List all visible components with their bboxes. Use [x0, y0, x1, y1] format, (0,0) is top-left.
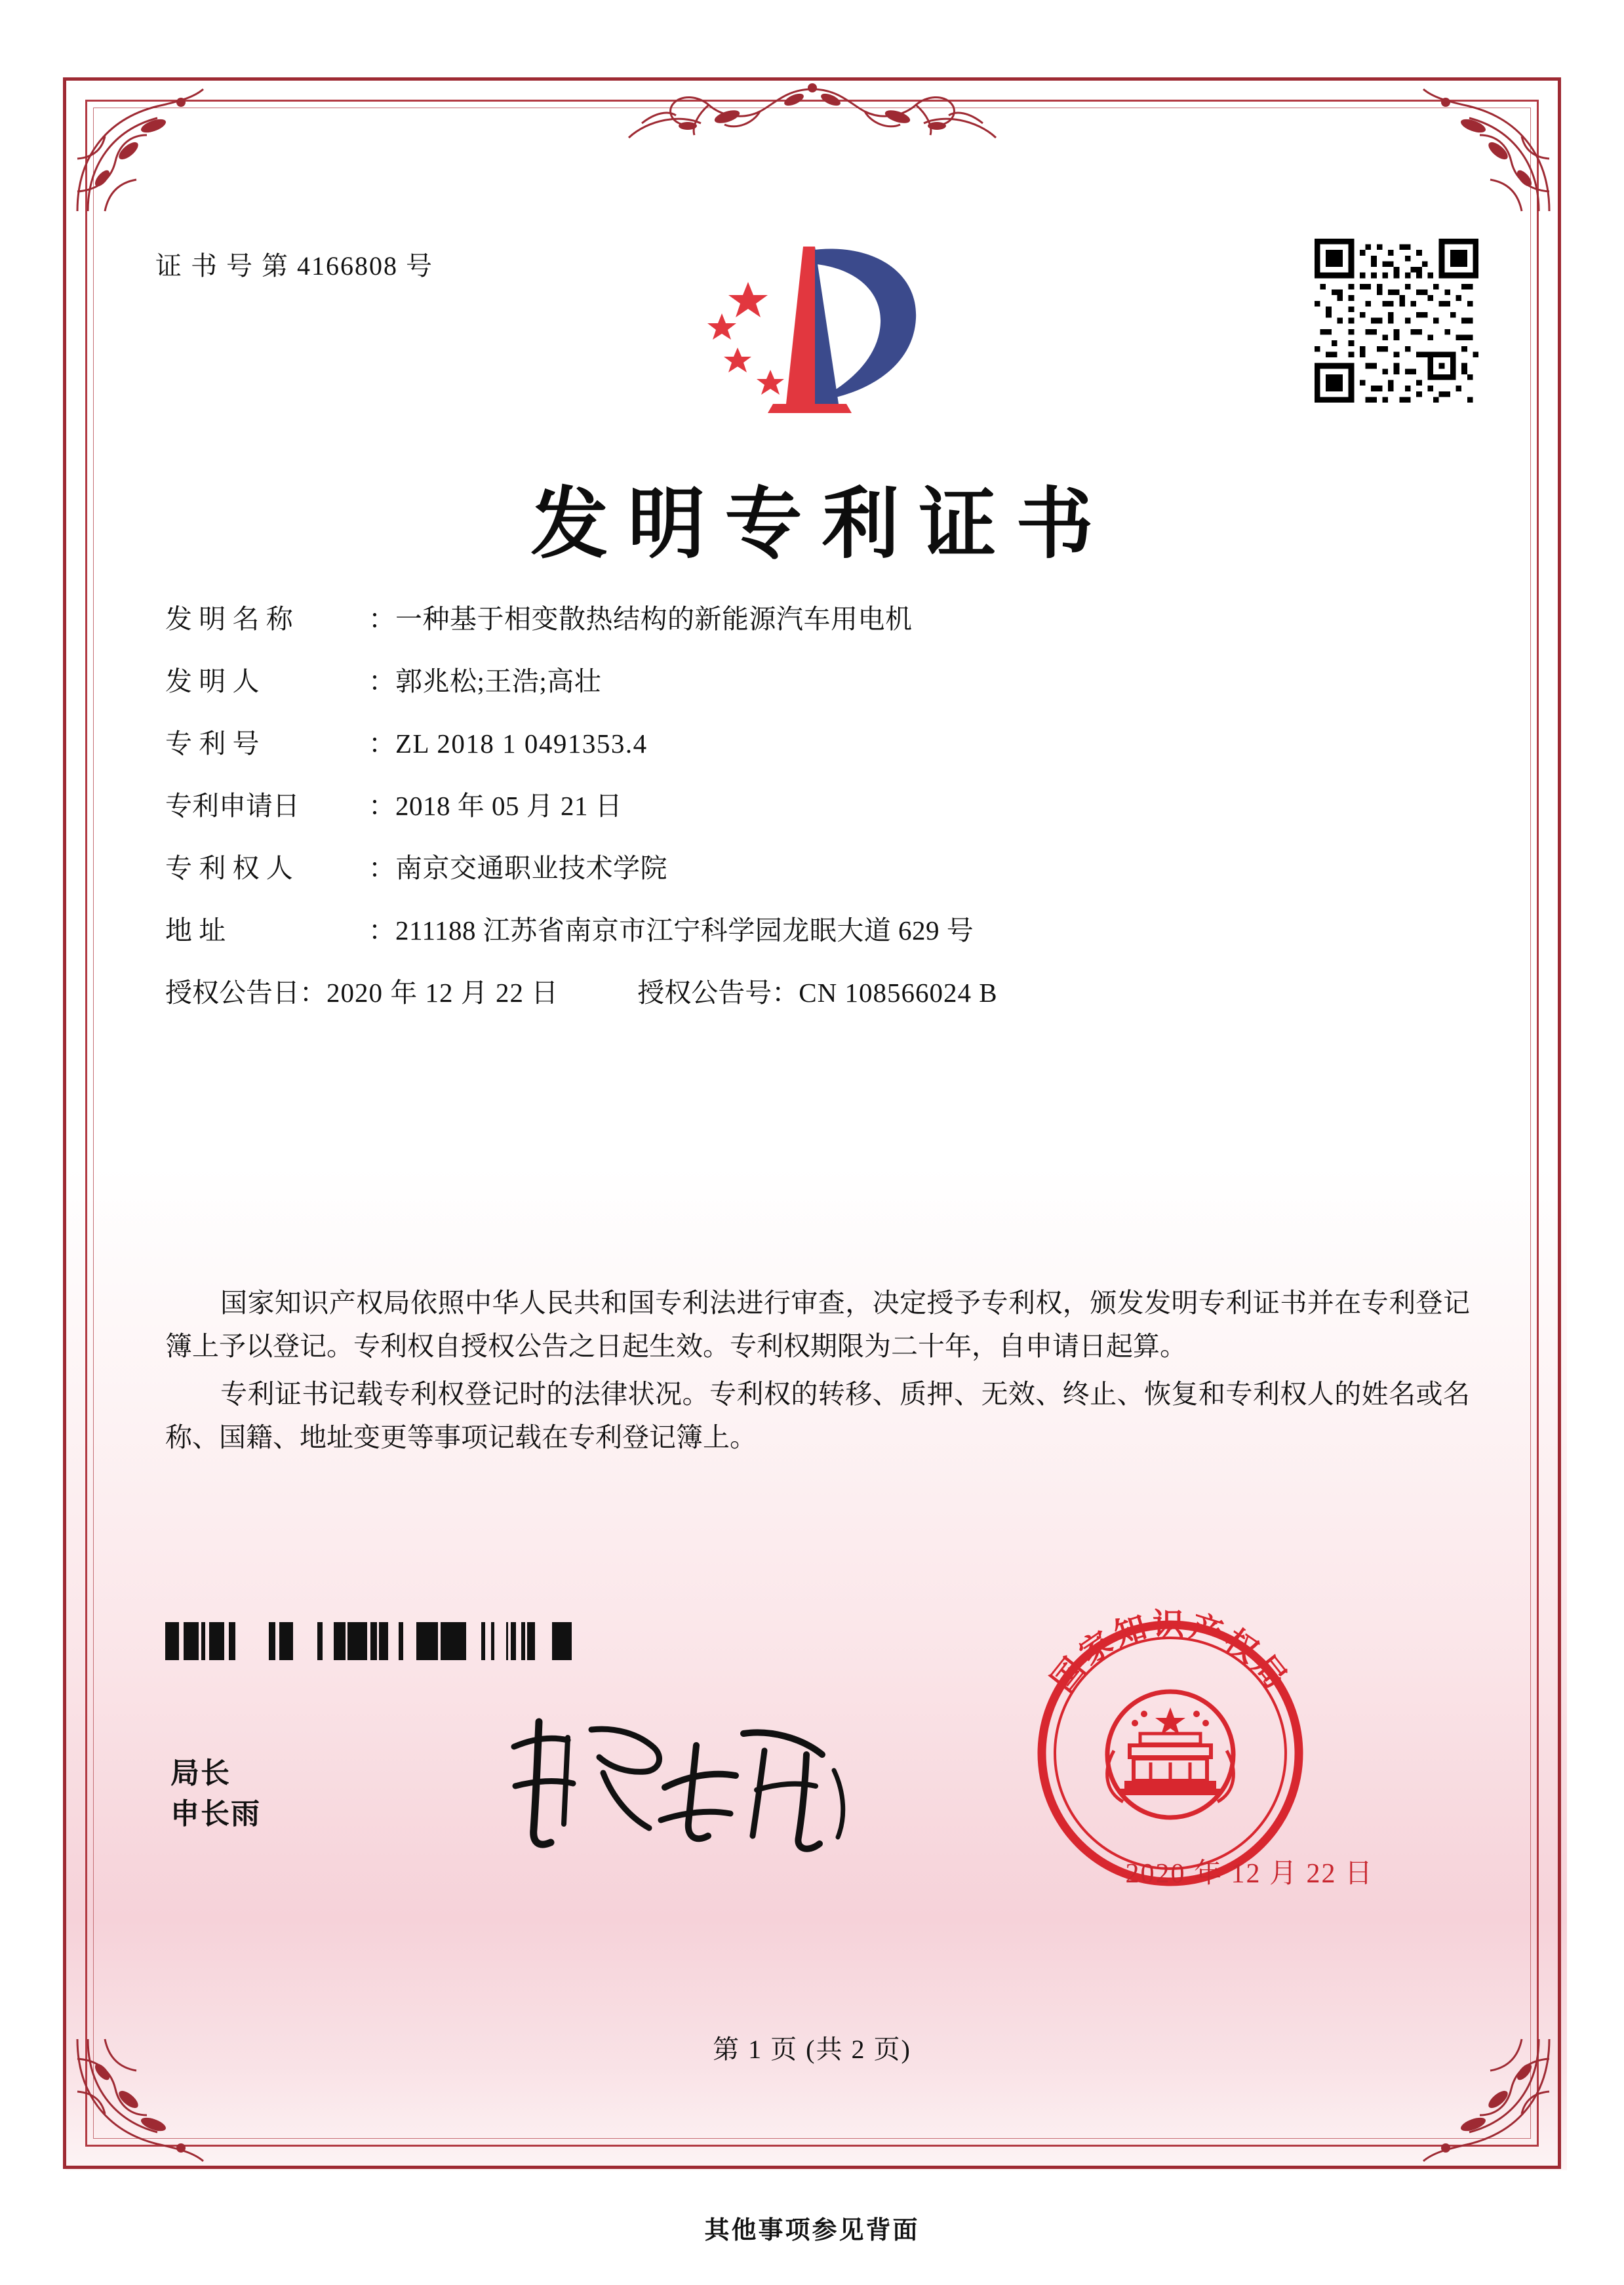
field-separator: ： [368, 666, 395, 696]
grant-date-value: 2020 年 12 月 22 日 [327, 978, 559, 1008]
field-value: 211188 江苏省南京市江宁科学园龙眠大道 629 号 [395, 915, 974, 945]
certificate-content [93, 108, 1531, 2139]
field-label: 地 址 [165, 915, 226, 945]
field-patentee [165, 855, 1470, 882]
field-value: 一种基于相变散热结构的新能源汽车用电机 [395, 604, 913, 634]
qr-code-icon [1315, 239, 1478, 403]
field-address [165, 917, 1470, 944]
grant-number-value: CN 108566024 B [799, 978, 998, 1008]
field-separator: ： [368, 915, 395, 945]
field-value: 郭兆松;王浩;高壮 [395, 666, 602, 696]
seal-date: 2020 年 12 月 22 日 [1125, 1859, 1374, 1889]
grant-number-label: 授权公告号 [637, 978, 772, 1008]
legal-paragraph-2: 专利证书记载专利权登记时的法律状况。专利权的转移、质押、无效、终止、恢复和专利权人的姓名或名称、国籍、地址变更等事项记载在专利登记簿上。 [165, 1378, 1470, 1453]
field-label: 发 明 名 称 [165, 604, 293, 634]
field-separator: ： [368, 604, 395, 634]
signature-name: 申长雨 [170, 1798, 261, 1831]
signature-block [170, 1753, 261, 1835]
field-value: 2018 年 05 月 21 日 [395, 791, 623, 821]
handwritten-signature-icon [500, 1707, 867, 1858]
field-invention-name [165, 606, 1470, 633]
field-separator: ： [368, 791, 395, 821]
certificate-number: 证 书 号 第 4166808 号 [155, 251, 433, 281]
field-patent-number [165, 730, 1470, 757]
grant-date-label: 授权公告日 [165, 978, 300, 1008]
field-inventors [165, 668, 1470, 695]
grant-number-separator: ： [772, 978, 799, 1008]
barcode-icon [165, 1622, 572, 1660]
field-value: ZL 2018 1 0491353.4 [395, 728, 648, 759]
page-title: 发明专利证书 [530, 482, 1113, 568]
field-separator: ： [368, 853, 395, 883]
footer-note: 其他事项参见背面 [704, 2217, 920, 2244]
field-label: 发 明 人 [165, 666, 260, 696]
field-label: 专 利 权 人 [165, 853, 293, 883]
field-separator: ： [368, 728, 395, 759]
field-application-date [165, 793, 1470, 820]
svg-text:国家知识产权局: 国家知识产权局 [1045, 1608, 1296, 1699]
field-list [165, 606, 1470, 1037]
grant-date-separator: ： [300, 978, 327, 1008]
field-grant-row [165, 980, 1470, 1006]
field-label: 专利申请日 [165, 791, 300, 821]
field-value: 南京交通职业技术学院 [395, 853, 667, 883]
field-label: 专 利 号 [165, 728, 260, 759]
page-number: 第 1 页 (共 2 页) [713, 2035, 911, 2064]
legal-text [165, 1281, 1470, 1463]
legal-paragraph-1: 国家知识产权局依照中华人民共和国专利法进行审查，决定授予专利权，颁发发明专利证书并在专利登记簿上予以登记。专利权自授权公告之日起生效。专利权期限为二十年，自申请日起算。 [165, 1288, 1470, 1362]
cnipa-logo-icon [675, 232, 950, 429]
signature-role: 局长 [170, 1757, 231, 1789]
